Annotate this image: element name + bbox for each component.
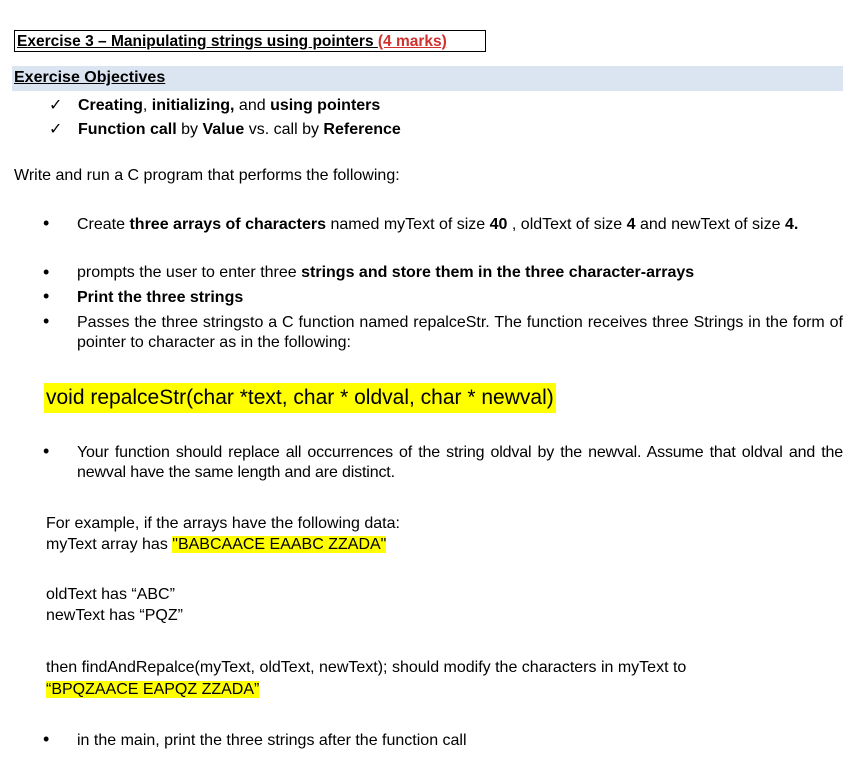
exercise-marks: (4 marks)	[377, 33, 447, 50]
bullet-icon: •	[43, 441, 50, 461]
example-mytext-label: myText array has	[46, 536, 173, 553]
text-run: vs. call by	[244, 121, 324, 138]
bullet-item-4	[77, 313, 843, 353]
example-then-line: then findAndRepalce(myText, oldText, newText); should modify the characters in myText to	[46, 659, 687, 676]
bullet-item-6: in the main, print the three strings after the function call	[77, 732, 467, 749]
text-run: Passes the three stringsto a C function named repalceStr. The function receives three Strings in the form of pointer to character as in the following:	[77, 314, 843, 351]
bullet-icon: •	[43, 286, 50, 306]
example-oldtext-line: oldText has “ABC”	[46, 586, 175, 603]
exercise-title	[14, 30, 486, 52]
example-result-line	[46, 681, 259, 699]
example-result-value: “BPQZAACE EAPQZ ZZADA”	[46, 681, 260, 698]
objective-item-2	[49, 119, 401, 139]
objective-item-1	[49, 95, 380, 115]
text-run: Value	[202, 121, 245, 138]
checkmark-icon: ✓	[49, 121, 63, 138]
text-run: initializing,	[151, 97, 235, 114]
text-run: ,	[142, 97, 152, 114]
text-run: and	[234, 97, 271, 114]
objective-item-1-text	[78, 97, 380, 114]
checkmark-icon: ✓	[49, 97, 63, 114]
bullet-item-5: Your function should replace all occurrences of the string oldval by the newval. Assume that oldval and the newval have the same length and are distinct.	[77, 444, 843, 481]
bullet-icon: •	[43, 262, 50, 282]
text-run: three arrays of characters	[129, 216, 327, 233]
text-run: and newText of size	[635, 216, 785, 233]
bullet-icon: •	[43, 311, 50, 331]
bullet-item-1	[77, 215, 843, 235]
text-run: prompts the user to enter three	[77, 264, 302, 281]
text-run: 4.	[784, 216, 799, 233]
text-run: strings and store them in the three character-arrays	[301, 264, 695, 281]
example-mytext-value: "BABCAACE EAABC ZZADA"	[172, 536, 387, 553]
objectives-heading: Exercise Objectives	[14, 69, 166, 86]
text-run: Function call	[78, 121, 177, 138]
example-intro: For example, if the arrays have the following data:	[46, 515, 400, 532]
text-run: Creating	[78, 97, 143, 114]
text-run: using pointers	[270, 97, 381, 114]
text-run: by	[176, 121, 203, 138]
function-signature: void repalceStr(char *text, char * oldval, char * newval)	[44, 383, 556, 413]
example-mytext-line	[46, 536, 386, 554]
objective-item-2-text	[78, 121, 401, 138]
text-run: , oldText of size	[507, 216, 627, 233]
text-run: Reference	[323, 121, 401, 138]
example-newtext-line: newText has “PQZ”	[46, 607, 183, 624]
text-run: Create	[77, 216, 130, 233]
bullet-item-2	[77, 263, 843, 283]
bullet-item-3	[77, 288, 843, 308]
intro-text: Write and run a C program that performs the following:	[14, 167, 400, 184]
text-run: 4	[626, 216, 636, 233]
exercise-title-text: Exercise 3 – Manipulating strings using pointers	[17, 33, 378, 50]
text-run: Print the three strings	[77, 289, 244, 306]
text-run: named myText of size	[326, 216, 490, 233]
text-run: 40	[489, 216, 508, 233]
bullet-icon: •	[43, 213, 50, 233]
bullet-icon: •	[43, 729, 50, 749]
